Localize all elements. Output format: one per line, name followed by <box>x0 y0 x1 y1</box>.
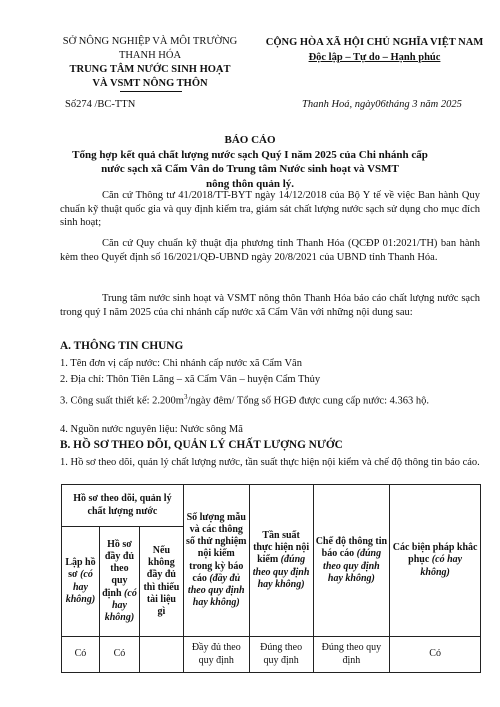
title-line-3: nông thôn quản lý. <box>205 177 295 190</box>
agency-underline <box>120 91 182 92</box>
info-item-3-superscript: 3 <box>183 393 188 401</box>
agency-line-2: THANH HÓA <box>118 50 182 61</box>
table-header-frequency <box>249 485 313 637</box>
agency-header <box>50 35 250 91</box>
title-line-1: Tổng hợp kết quả chất lượng nước sạch Quý I năm 2025 của Chi nhánh cấp <box>72 148 428 161</box>
table-header-record-complete-note: (có hay không) <box>104 587 137 623</box>
title-line-2: nước sạch xã Cẩm Vân do Trung tâm Nước sinh hoạt và VSMT <box>101 163 399 175</box>
table-header-reporting-label: Chế độ thông tin báo cáo <box>315 536 388 560</box>
table-cell-record-complete: Có <box>99 637 139 673</box>
section-a-heading: A. THÔNG TIN CHUNG <box>60 340 184 352</box>
document-title <box>40 133 460 191</box>
table-header-record-established-note: (có hay không) <box>65 569 96 605</box>
national-header <box>262 35 487 65</box>
table-header-remedies <box>390 485 481 637</box>
table-cell-remedies: Có <box>390 637 481 673</box>
table-header-samples <box>183 485 249 637</box>
info-item-3-part-b: /ngày đêm/ Tổng số HGĐ được cung cấp nước: 4.363 hộ. <box>187 395 430 407</box>
info-item-3 <box>60 390 480 409</box>
table-header-frequency-label: Tần suất thực hiện nội kiểm <box>253 529 310 566</box>
section-b-heading: B. HỒ SƠ THEO DÕI, QUẢN LÝ CHẤT LƯỢNG NƯỚC <box>60 439 343 451</box>
info-item-3-part-a: 3. Công suất thiết kế: 2.200m <box>60 395 184 407</box>
table-header-remedies-label: Các biện pháp khắc phục <box>392 542 478 566</box>
document-date: Thanh Hoá, ngày06tháng 3 năm 2025 <box>302 99 462 110</box>
table-row <box>62 637 481 673</box>
info-item-2: 2. Địa chỉ: Thôn Tiên Lăng – xã Cẩm Vân – huyện Cẩm Thủy <box>60 374 321 385</box>
table-header-missing-docs: Nếu không đầy đủ thì thiếu tài liệu gì <box>139 527 183 637</box>
paragraph-legal-basis-2: Căn cứ Quy chuẩn kỹ thuật địa phương tỉnh Thanh Hóa (QCĐP 01:2021/TH) ban hành kèm theo Quyết định số 16/2021/QĐ-UBND ngày 20/8/2021 của UBND tỉnh Thanh Hóa. <box>60 238 480 263</box>
table-group-header: Hồ sơ theo dõi, quản lý chất lượng nước <box>62 485 184 527</box>
info-item-4: 4. Nguồn nước nguyên liệu: Nước sông Mã <box>60 424 243 435</box>
table-cell-missing-docs <box>139 637 183 673</box>
national-title: CỘNG HÒA XÃ HỘI CHỦ NGHĨA VIỆT NAM <box>265 37 484 48</box>
document-number: Số274 /BC-TTN <box>65 99 136 110</box>
table-header-record-established <box>62 527 100 637</box>
agency-line-1: SỞ NÔNG NGHIỆP VÀ MÔI TRƯỜNG <box>62 36 238 47</box>
table-header-samples-note: (đầy đủ theo quy định hay không) <box>187 572 245 609</box>
agency-line-4: VÀ VSMT NÔNG THÔN <box>92 78 208 89</box>
table-header-reporting <box>313 485 390 637</box>
table-header-record-complete-label: Hồ sơ đầy đủ theo quy định <box>102 538 135 599</box>
agency-line-3: TRUNG TÂM NƯỚC SINH HOẠT <box>69 64 231 75</box>
paragraph-legal-basis-1: Căn cứ Thông tư 41/2018/TT-BYT ngày 14/12/2018 của Bộ Y tế về việc Ban hành Quy chuẩn kỹ thuật quốc gia và quy định kiểm tra, giám sát chất lượng nước sạch sử dụng cho mục đích sinh hoạt; <box>60 190 480 229</box>
table-cell-samples: Đầy đủ theo quy định <box>183 637 249 673</box>
water-quality-table <box>61 484 481 673</box>
table-header-record-complete <box>99 527 139 637</box>
table-cell-reporting: Đúng theo quy định <box>313 637 390 673</box>
table-cell-frequency: Đúng theo quy định <box>249 637 313 673</box>
table-header-record-established-label: Lập hồ sơ <box>65 557 96 581</box>
national-motto: Độc lập – Tự do – Hạnh phúc <box>308 52 441 63</box>
table-header-samples-label: Số lượng mẫu và các thông số thử nghiệm nội kiểm trong kỳ báo cáo <box>186 511 247 584</box>
table-cell-record-established: Có <box>62 637 100 673</box>
title-main: BÁO CÁO <box>224 134 276 146</box>
paragraph-intro: Trung tâm nước sinh hoạt và VSMT nông thôn Thanh Hóa báo cáo chất lượng nước sạch trong quý I năm 2025 của chi nhánh cấp nước xã Cẩm Vân với những nội dung sau: <box>60 293 480 318</box>
info-item-1: 1. Tên đơn vị cấp nước: Chi nhánh cấp nước xã Cẩm Vân <box>60 358 302 369</box>
table-header-frequency-note: (đúng theo quy định hay không) <box>252 554 310 590</box>
section-b-item-1: 1. Hồ sơ theo dõi, quản lý chất lượng nước, tần suất thực hiện nội kiểm và chế độ thông tin báo cáo. <box>60 457 480 468</box>
table-header-reporting-note: (đúng theo quy định hay không) <box>323 548 382 584</box>
table-header-remedies-note: (có hay không) <box>420 554 463 578</box>
